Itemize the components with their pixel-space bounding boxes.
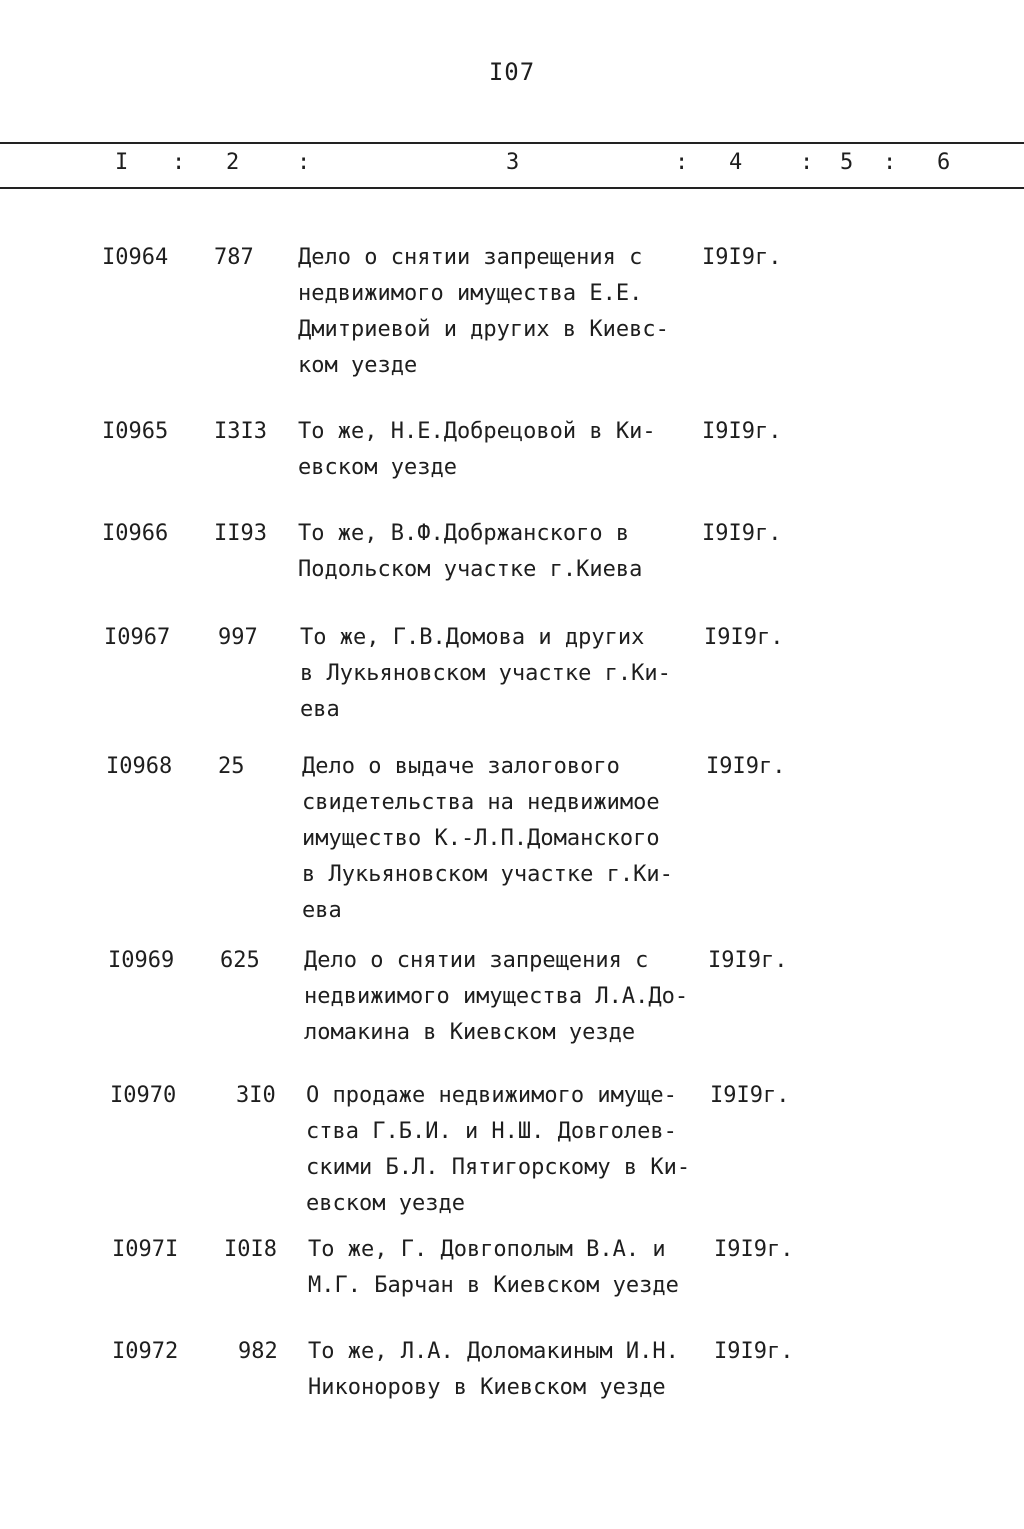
column-separator: : [800, 150, 814, 175]
item-number: I0969 [108, 948, 175, 973]
column-header-6: 6 [937, 150, 951, 175]
column-header-1: I [115, 150, 129, 175]
item-description: То же, Л.А. Доломакиным И.Н. Никонорову в Киевском уезде [308, 1339, 679, 1400]
column-separator: : [883, 150, 897, 175]
column-separator: : [297, 150, 311, 175]
item-description: То же, В.Ф.Добржанского в Подольском участке г.Киева [298, 521, 643, 582]
column-header-5: 5 [840, 150, 854, 175]
table-header-top-rule [0, 142, 1024, 144]
item-year: I9I9г. [706, 754, 786, 779]
file-number: 625 [220, 948, 260, 973]
item-description: Дело о снятии запрещения с недвижимого имущества Л.А.До- ломакина в Киевском уезде [304, 948, 689, 1045]
item-year: I9I9г. [714, 1237, 794, 1262]
item-number: I0972 [112, 1339, 179, 1364]
item-description: То же, Г.В.Домова и других в Лукьяновском участке г.Ки- ева [300, 625, 671, 722]
item-year: I9I9г. [704, 625, 784, 650]
item-number: I0964 [102, 245, 169, 270]
item-number: I0967 [104, 625, 171, 650]
file-number: 3I0 [236, 1083, 276, 1108]
item-year: I9I9г. [702, 245, 782, 270]
column-separator: : [675, 150, 689, 175]
item-number: I0968 [106, 754, 173, 779]
file-number: I0I8 [224, 1237, 277, 1262]
item-description: То же, Н.Е.Добрецовой в Ки- евском уезде [298, 419, 656, 480]
item-number: I0970 [110, 1083, 177, 1108]
table-header-bottom-rule [0, 187, 1024, 189]
item-number: I097I [112, 1237, 179, 1262]
column-header-4: 4 [729, 150, 743, 175]
item-description: Дело о выдаче залогового свидетельства на недвижимое имущество К.-Л.П.Доманского в Лукьяновском участке г.Ки- ева [302, 754, 673, 923]
item-description: То же, Г. Довгополым В.А. и М.Г. Барчан в Киевском уезде [308, 1237, 679, 1298]
item-number: I0966 [102, 521, 169, 546]
item-year: I9I9г. [708, 948, 788, 973]
column-separator: : [172, 150, 186, 175]
file-number: 982 [238, 1339, 278, 1364]
column-header-2: 2 [226, 150, 240, 175]
item-number: I0965 [102, 419, 169, 444]
item-description: О продаже недвижимого имуще- ства Г.Б.И. и Н.Ш. Довголев- скими Б.Л. Пятигорскому в Ки- евском уезде [306, 1083, 691, 1216]
page-number: I07 [488, 58, 536, 86]
item-year: I9I9г. [702, 521, 782, 546]
item-description: Дело о снятии запрещения с недвижимого имущества Е.Е. Дмитриевой и других в Киевс- ком уезде [298, 245, 669, 378]
file-number: 787 [214, 245, 254, 270]
item-year: I9I9г. [710, 1083, 790, 1108]
file-number: II93 [214, 521, 267, 546]
file-number: I3I3 [214, 419, 267, 444]
item-year: I9I9г. [714, 1339, 794, 1364]
file-number: 25 [218, 754, 245, 779]
item-year: I9I9г. [702, 419, 782, 444]
file-number: 997 [218, 625, 258, 650]
column-header-3: 3 [506, 150, 520, 175]
